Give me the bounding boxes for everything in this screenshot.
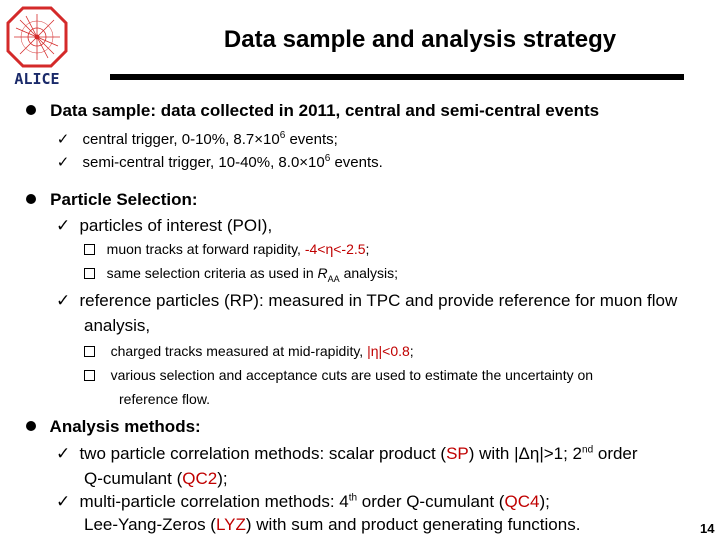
item-muon-tracks: muon tracks at forward rapidity, -4<η<-2.5; bbox=[84, 241, 369, 257]
check-icon: ✓ bbox=[56, 291, 71, 310]
square-bullet-icon bbox=[84, 268, 95, 279]
item-charged-tracks: charged tracks measured at mid-rapidity, |η|<0.8; bbox=[84, 343, 414, 359]
item-same-selection: same selection criteria as used in $R_{AA}$ analysis; bbox=[84, 265, 398, 281]
check-icon: ✓ bbox=[56, 444, 71, 463]
logo-text: ALICE bbox=[14, 70, 60, 88]
bullet-dot bbox=[26, 421, 36, 431]
check-icon: ✓ bbox=[56, 131, 70, 148]
sub-two-particle: ✓ two particle correlation methods: scalar product (SP) with |Δη|>1; 2nd order bbox=[56, 444, 638, 463]
page-title: Data sample and analysis strategy bbox=[223, 26, 617, 53]
bullet-analysis-methods: Analysis methods: bbox=[26, 417, 201, 437]
item-various-cuts: various selection and acceptance cuts are used to estimate the uncertainty on bbox=[84, 367, 593, 383]
bullet-particle-selection: Particle Selection: bbox=[26, 190, 198, 210]
page-number: 14 bbox=[700, 521, 715, 536]
item-various-cuts-cont: reference flow. bbox=[119, 391, 211, 407]
sub-reference-particles: ✓ reference particles (RP): measured in TPC and provide reference for muon flow bbox=[56, 291, 678, 310]
check-icon: ✓ bbox=[56, 492, 71, 511]
sub-poi: ✓ particles of interest (POI), bbox=[56, 216, 273, 235]
check-icon: ✓ bbox=[56, 154, 70, 171]
sub-two-particle-cont: Q-cumulant (QC2); bbox=[84, 469, 228, 488]
square-bullet-icon bbox=[84, 244, 95, 255]
square-bullet-icon bbox=[84, 370, 95, 381]
square-bullet-icon bbox=[84, 346, 95, 357]
sub-reference-particles-cont: analysis, bbox=[84, 316, 151, 335]
sub-central-trigger: ✓ central trigger, 0-10%, $8.7\times 10^6$ events; bbox=[56, 130, 338, 148]
bullet-dot bbox=[26, 194, 36, 204]
check-icon: ✓ bbox=[56, 216, 71, 235]
sub-multi-particle-cont: Lee-Yang-Zeros (LYZ) with sum and product generating functions. bbox=[84, 515, 581, 534]
bullet-data-sample: Data sample: data collected in 2011, central and semi-central events bbox=[26, 101, 599, 121]
title-rule bbox=[110, 74, 684, 80]
alice-logo bbox=[6, 6, 68, 88]
sub-multi-particle: ✓ multi-particle correlation methods: 4th order Q-cumulant (QC4); bbox=[56, 492, 550, 511]
sub-semicentral-trigger: ✓ semi-central trigger, 10-40%, $8.0\times 10^6$ events. bbox=[56, 153, 383, 171]
bullet-dot bbox=[26, 105, 36, 115]
